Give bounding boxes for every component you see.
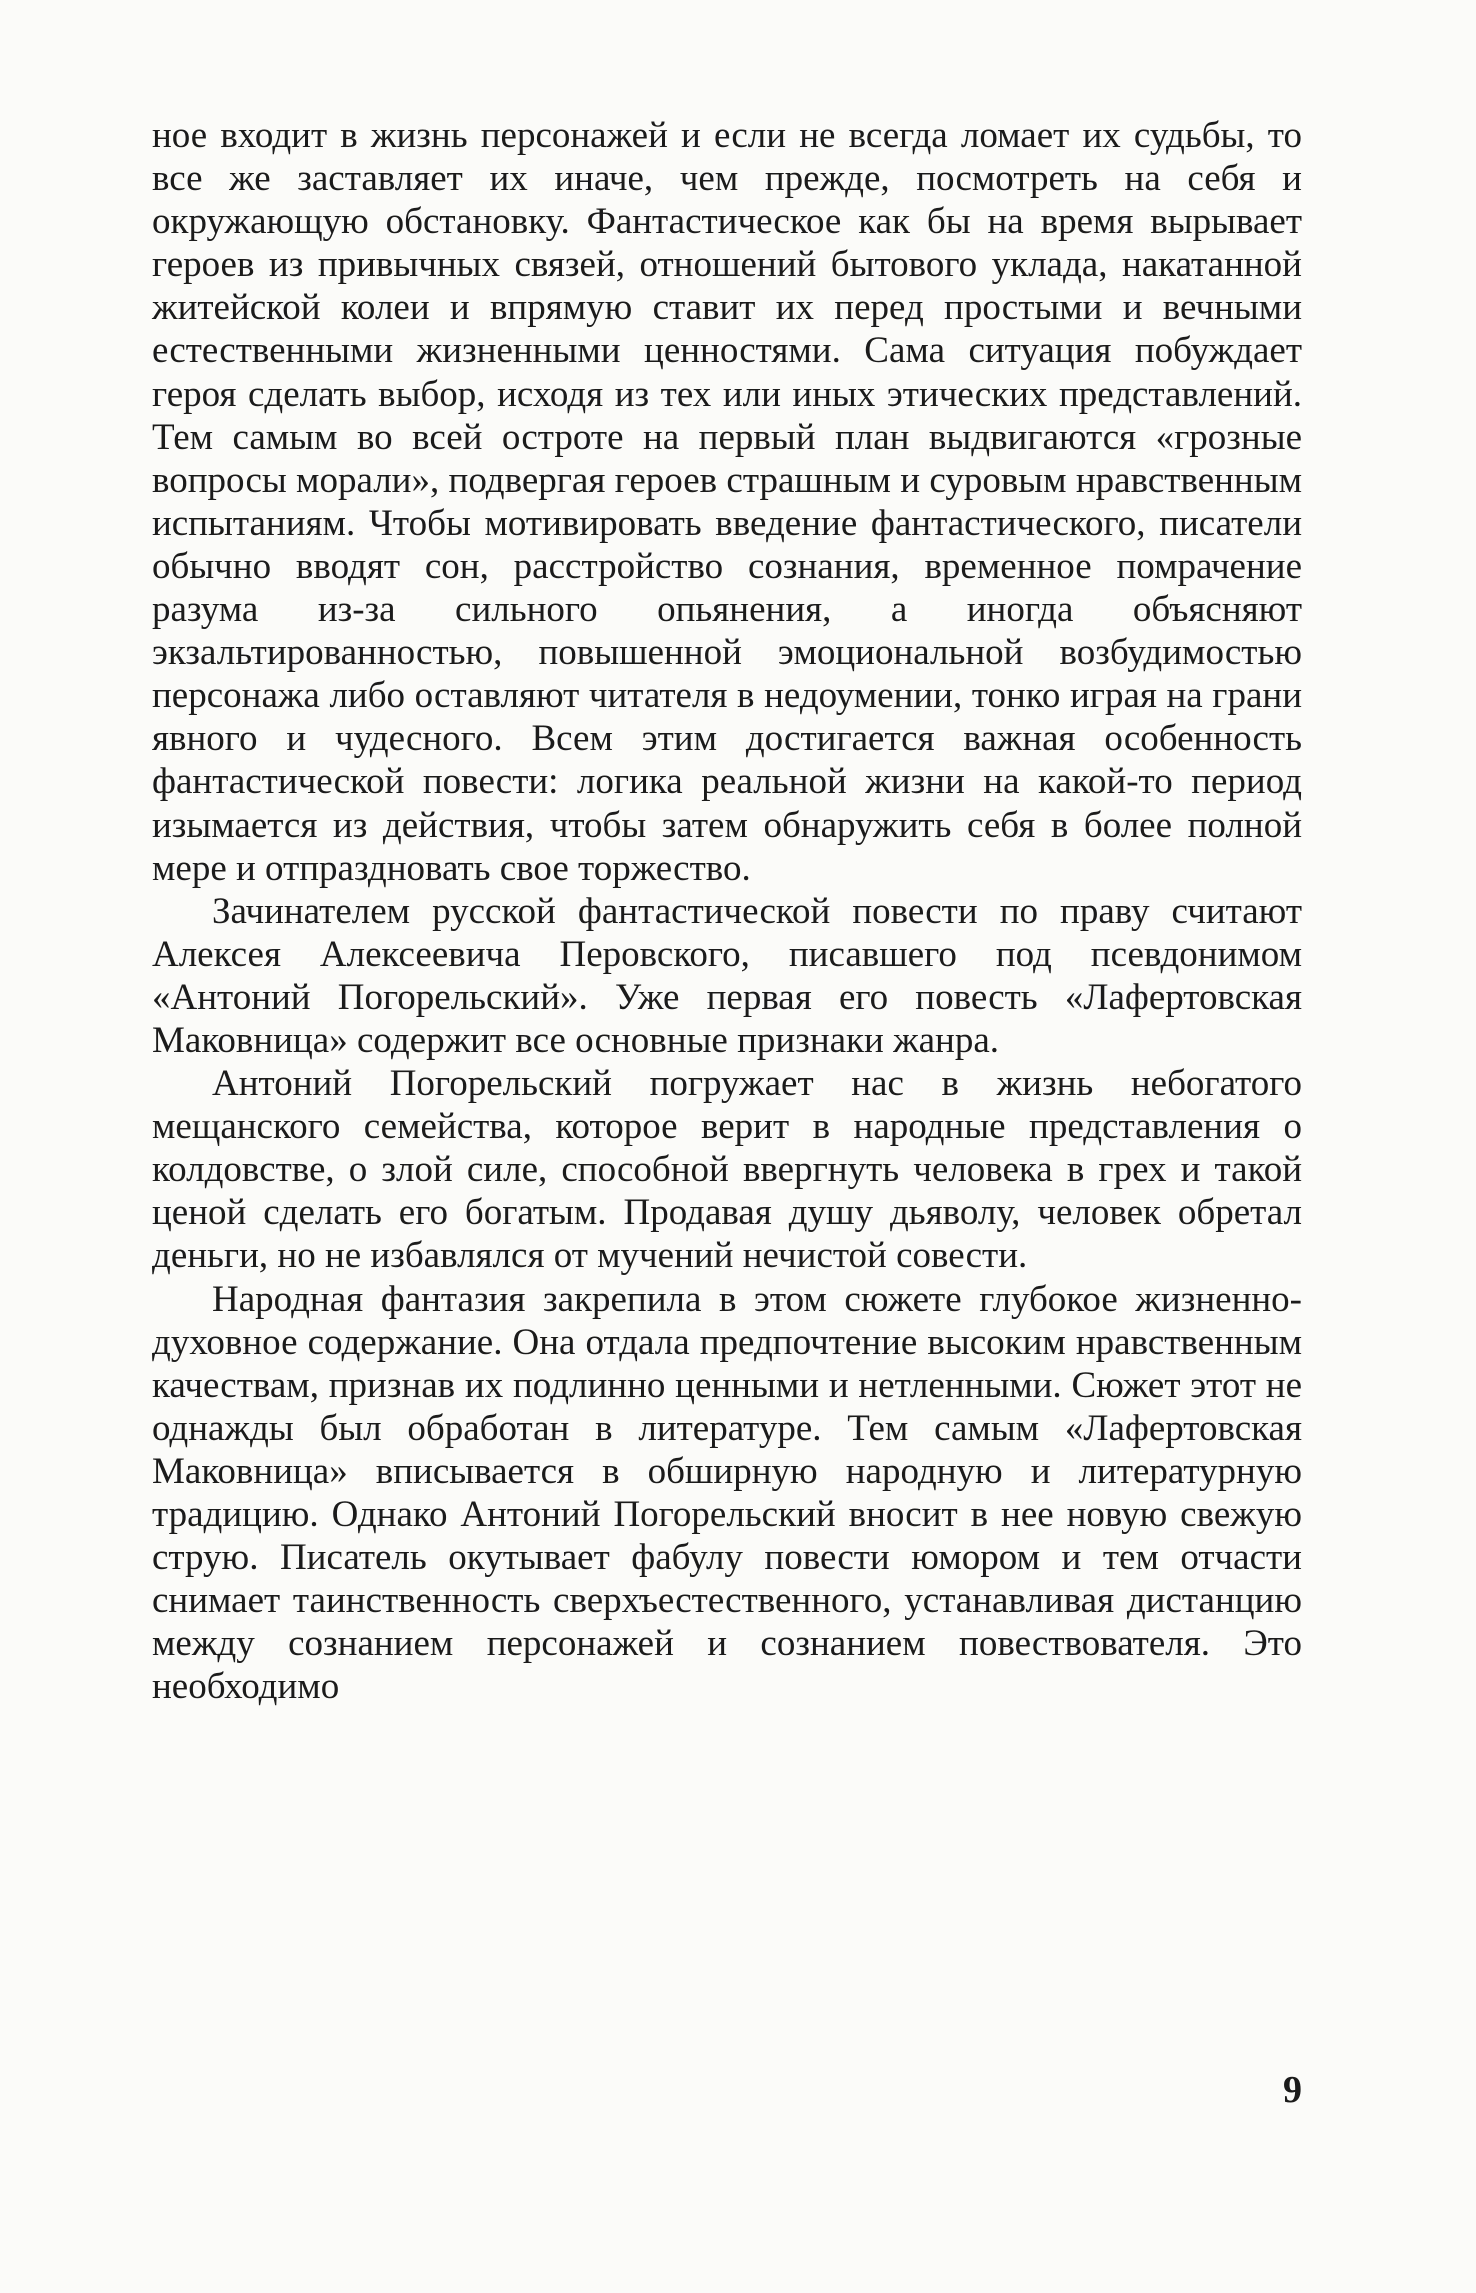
paragraph-continuation: ное входит в жизнь персонажей и если не всегда ломает их судьбы, то все же заставляет их иначе, чем прежде, посмотреть на себя и окружающую обстановку. Фантастическое как бы на время вырывает героев из привычных связей, отношений бытового уклада, накатанной житейской колеи и впрямую ставит их перед простыми и вечными естественными жизненными ценностями. Сама ситуация побуждает героя сделать выбор, исходя из тех или иных этических представлений. Тем самым во всей остроте на первый план выдвигаются «грозные вопросы морали», подвергая героев страшным и суровым нравственным испытаниям. Чтобы мотивировать введение фантастического, писатели обычно вводят сон, расстройство сознания, временное помрачение разума из-за сильного опьянения, а иногда объясняют экзальтированностью, повышенной эмоциональной возбудимостью персонажа либо оставляют читателя в недоумении, тонко играя на грани явного и чудесного. Всем этим достигается важная особенность фантастической повести: логика реальной жизни на какой-то период изымается из действия, чтобы затем обнаружить себя в более полной мере и отпраздновать свое торжество. bbox=[152, 115, 1302, 889]
body-text bbox=[152, 114, 1302, 1708]
paragraph-family: Антоний Погорельский погружает нас в жизнь небогатого мещанского семейства, которое верит в народные представления о колдовстве, о злой силе, способной ввергнуть человека в грех и такой ценой сделать его богатым. Продавая душу дьяволу, человек обретал деньги, но не избавлялся от мучений нечистой совести. bbox=[152, 1063, 1302, 1277]
paragraph-pogorelsky-intro: Зачинателем русской фантастической повести по праву считают Алексея Алексеевича Перовского, писавшего под псевдонимом «Антоний Погорельский». Уже первая его повесть «Лафертовская Маковница» содержит все основные признаки жанра. bbox=[152, 890, 1302, 1061]
page-number: 9 bbox=[1283, 2069, 1302, 2111]
paragraph-folk-fantasy: Народная фантазия закрепила в этом сюжете глубокое жизненно-духовное содержание. Она отдала предпочтение высоким нравственным качествам, признав их подлинно ценными и нетленными. Сюжет этот не однажды был обработан в литературе. Тем самым «Лафертовская Маковница» вписывается в обширную народную и литературную традицию. Однако Антоний Погорельский вносит в нее новую свежую струю. Писатель окутывает фабулу повести юмором и тем отчасти снимает таинственность сверхъестественного, устанавливая дистанцию между сознанием персонажей и сознанием повествователя. Это необходимо bbox=[152, 1278, 1302, 1708]
